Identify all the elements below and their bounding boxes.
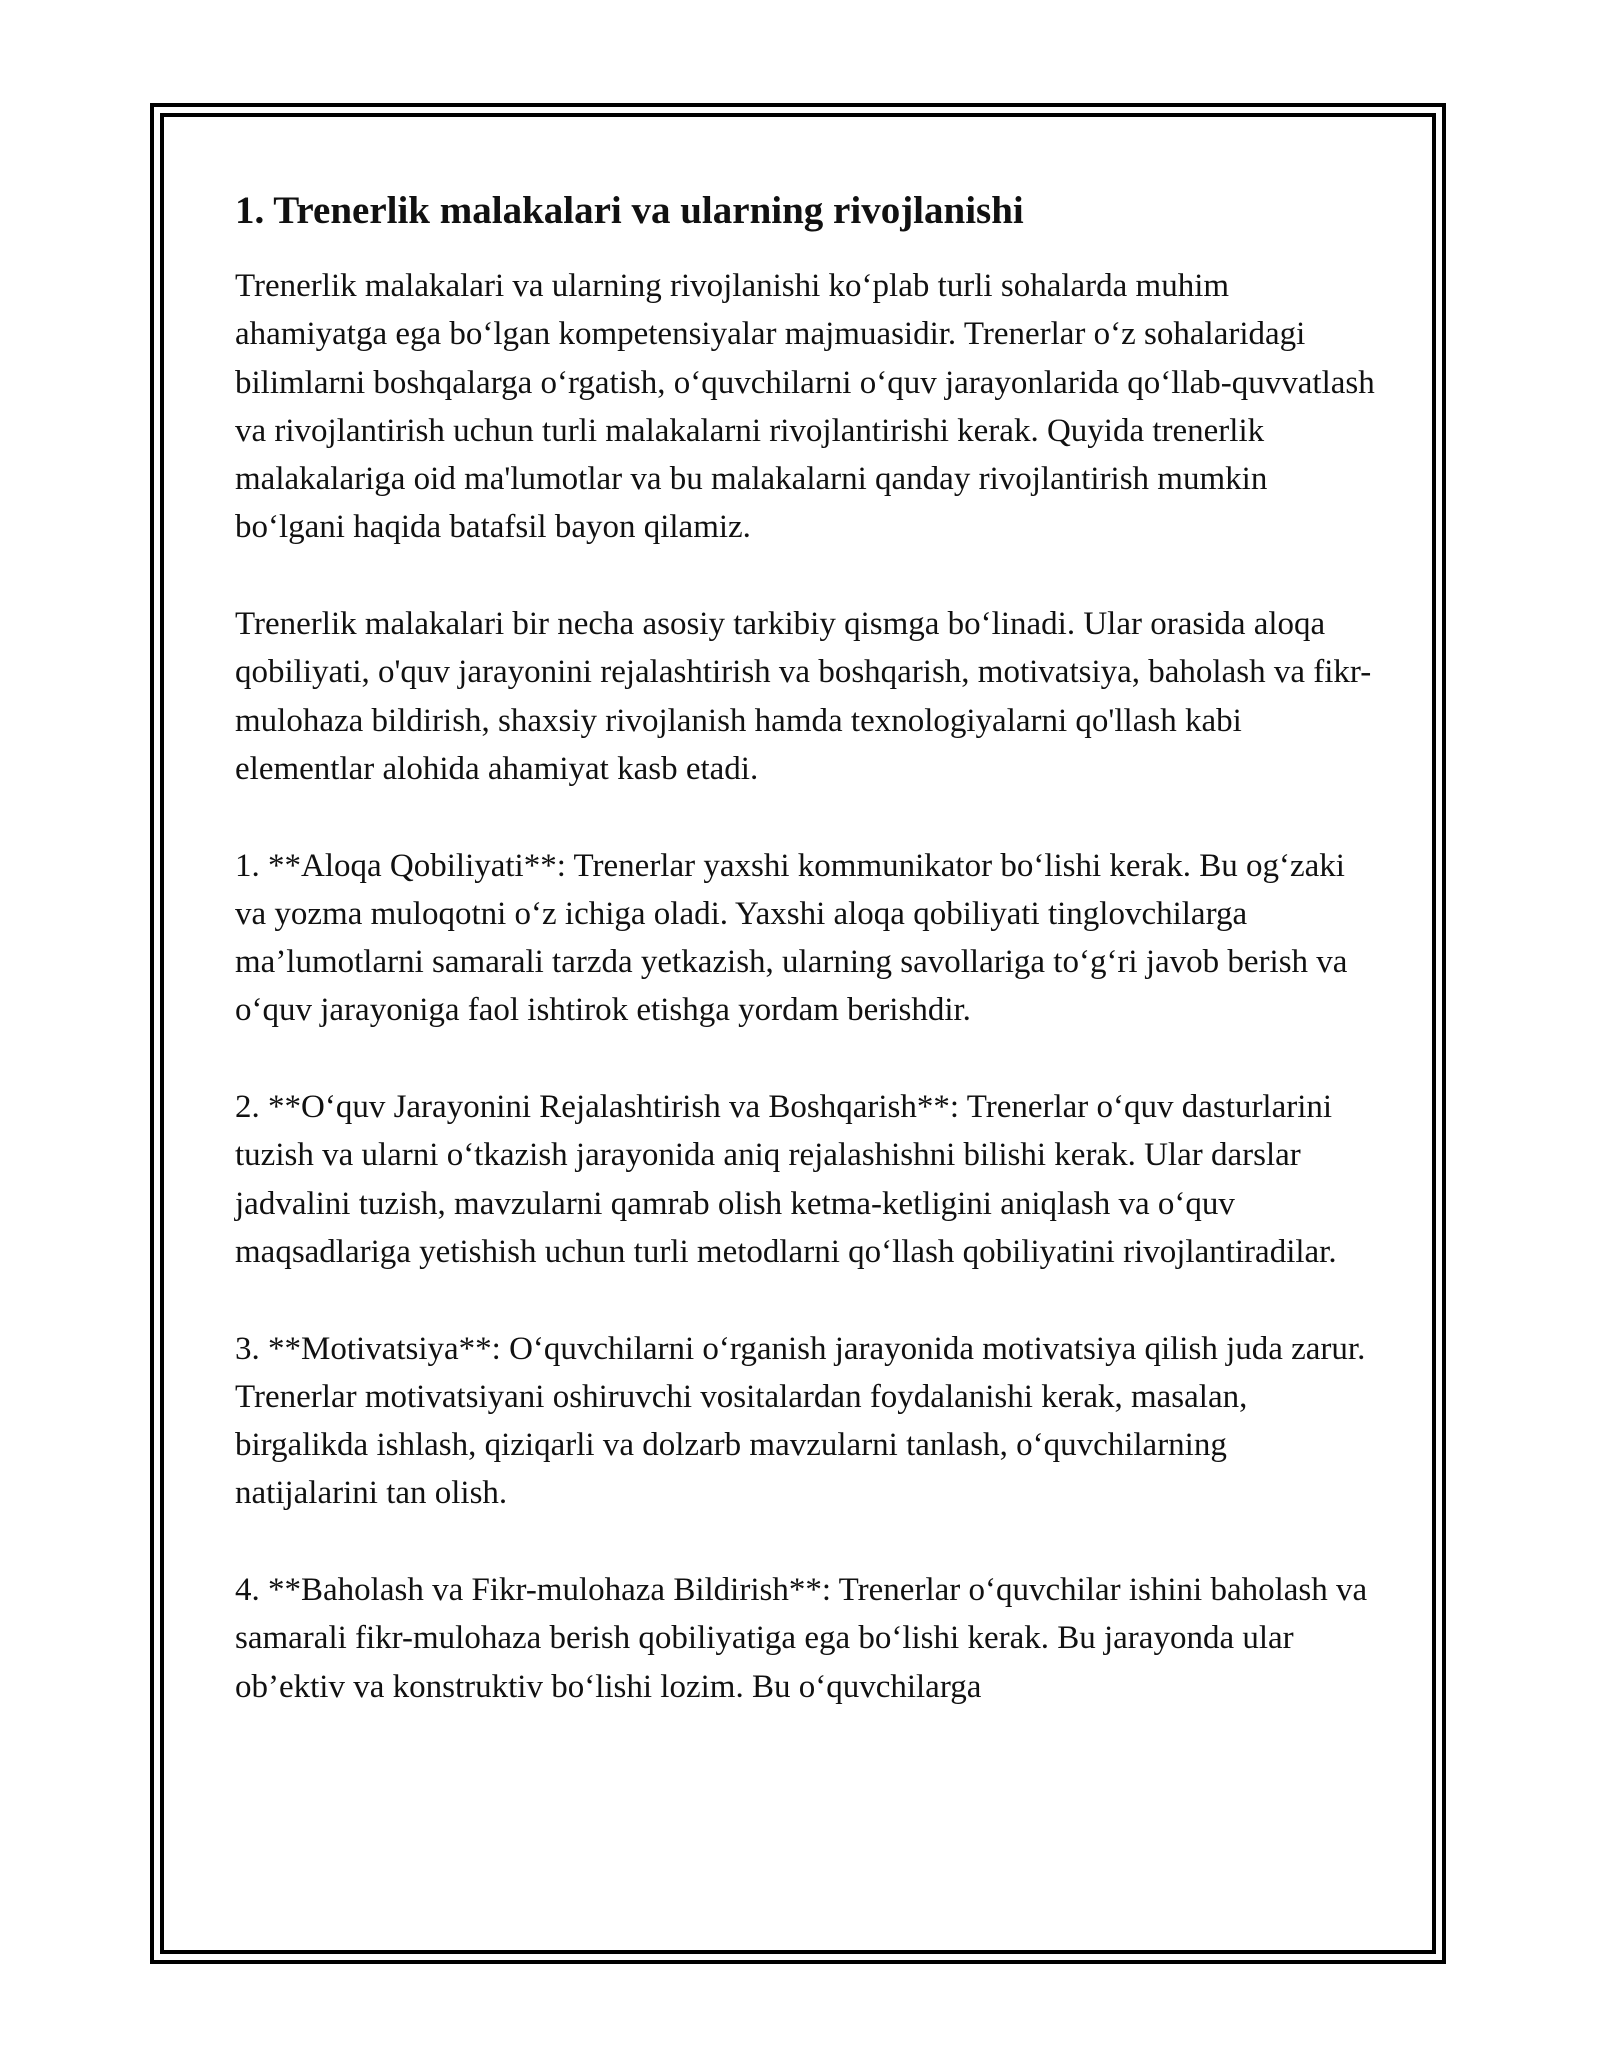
paragraph-planning: 2. **O‘quv Jarayonini Rejalashtirish va Boshqarish**: Trenerlar o‘quv dasturlarini tuzish va ularni o‘tkazish jarayonida aniq rejalashishni bilishi kerak. Ular darslar jadvalini tuzish, mavzularni qamrab olish ketma-ketligini aniqlash va o‘quv maqsadlariga yetishish uchun turli metodlarni qo‘llash qobiliyatini rivojlantiradilar.: [235, 1089, 1337, 1270]
section-heading: 1. Trenerlik malakalari va ularning rivojlanishi: [235, 189, 1024, 232]
paragraph-components: Trenerlik malakalari bir necha asosiy tarkibiy qismga bo‘linadi. Ular orasida aloqa qobiliyati, o'quv jarayonini rejalashtirish va boshqarish, motivatsiya, baholash va fikr-mulohaza bildirish, shaxsiy rivojlanish hamda texnologiyalarni qo'llash kabi elementlar alohida ahamiyat kasb etadi.: [235, 606, 1372, 787]
paragraph-assessment: 4. **Baholash va Fikr-mulohaza Bildirish**: Trenerlar o‘quvchilar ishini baholash va samarali fikr-mulohaza berish qobiliyatiga ega bo‘lishi kerak. Bu jarayonda ular ob’ektiv va konstruktiv bo‘lishi lozim. Bu o‘quvchilarga: [235, 1572, 1368, 1705]
paragraph-motivation: 3. **Motivatsiya**: O‘quvchilarni o‘rganish jarayonida motivatsiya qilish juda zarur. Trenerlar motivatsiyani oshiruvchi vositalardan foydalanishi kerak, masalan, birgalikda ishlash, qiziqarli va dolzarb mavzularni tanlash, o‘quvchilarning natijalarini tan olish.: [235, 1330, 1366, 1512]
paragraph-intro: Trenerlik malakalari va ularning rivojlanishi ko‘plab turli sohalarda muhim ahamiyatga ega bo‘lgan kompetensiyalar majmuasidir. Trenerlar o‘z sohalaridagi bilimlarni boshqalarga o‘rgatish, o‘quvchilarni o‘quv jarayonlarida qo‘llab-quvvatlash va rivojlantirish uchun turli malakalarni rivojlantirishi kerak. Quyida trenerlik malakalariga oid ma'lumotlar va bu malakalarni qanday rivojlantirish mumkin bo‘lgani haqida batafsil bayon qilamiz.: [235, 268, 1375, 546]
document-body: [235, 185, 1375, 1759]
paragraph-communication: 1. **Aloqa Qobiliyati**: Trenerlar yaxshi kommunikator bo‘lishi kerak. Bu og‘zaki va yozma muloqotni o‘z ichiga oladi. Yaxshi aloqa qobiliyati tinglovchilarga ma’lumotlarni samarali tarzda yetkazish, ularning savollariga to‘g‘ri javob berish va o‘quv jarayoniga faol ishtirok etishga yordam berishdir.: [235, 847, 1348, 1029]
